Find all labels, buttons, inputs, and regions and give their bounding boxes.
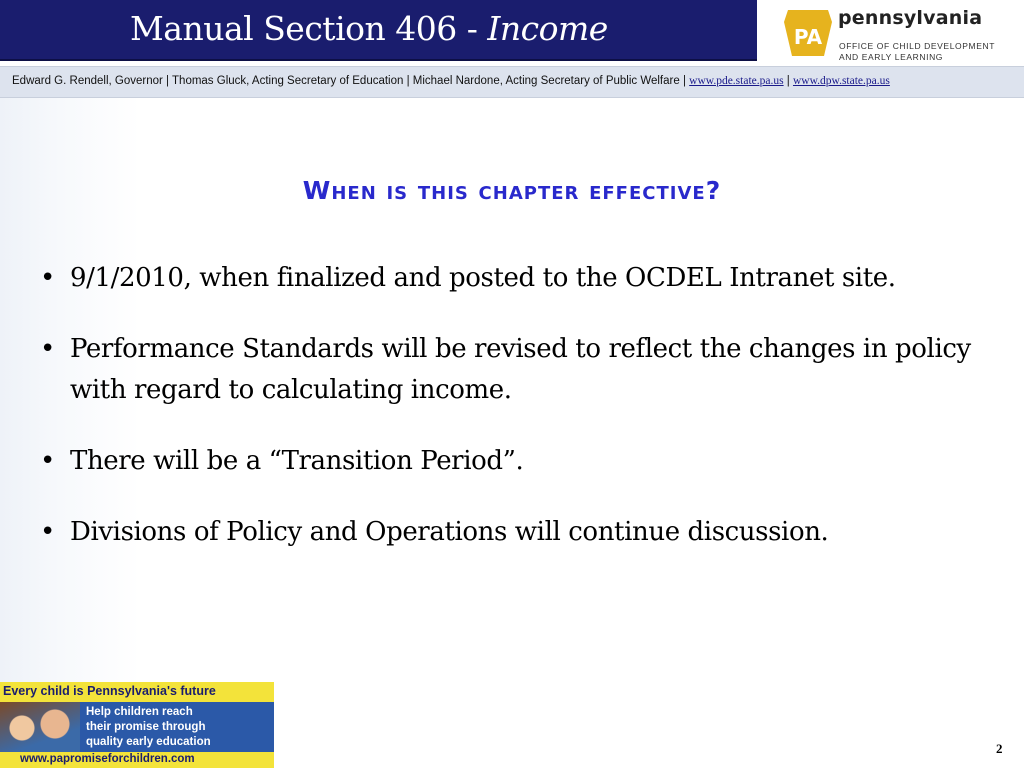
logo-subtitle-1: OFFICE OF CHILD DEVELOPMENT (839, 41, 995, 51)
bullet-text: Divisions of Policy and Operations will continue discussion. (70, 517, 829, 547)
credit-separator: | (783, 75, 793, 87)
bullet-list (40, 258, 1000, 583)
slide-heading: When is this chapter effective? (302, 176, 722, 205)
logo-badge-text: PA (793, 25, 823, 49)
title-main: Manual Section 406 - (130, 9, 488, 48)
pde-link[interactable]: www.pde.state.pa.us (689, 75, 784, 87)
banner-line: their promise through (86, 721, 206, 733)
logo-name: pennsylvania (838, 7, 983, 29)
bullet-item (40, 329, 1000, 411)
credit-bar (0, 66, 1024, 98)
bullet-text: There will be a “Transition Period”. (70, 446, 524, 476)
bullet-item (40, 512, 1000, 553)
logo-subtitle-2: AND EARLY LEARNING (839, 52, 944, 62)
banner-line: Help children reach (86, 706, 193, 718)
title-italic: Income (487, 9, 608, 48)
banner-url: www.papromiseforchildren.com (20, 753, 195, 765)
bullet-marker: • (40, 446, 55, 476)
banner-line: quality early education (86, 736, 211, 748)
bullet-item (40, 258, 1000, 299)
page-number: 2 (996, 741, 1003, 756)
dpw-link[interactable]: www.dpw.state.pa.us (792, 75, 890, 87)
bullet-text: 9/1/2010, when finalized and posted to the OCDEL Intranet site. (70, 263, 896, 293)
bullet-item (40, 441, 1000, 482)
credit-line (12, 75, 890, 87)
credit-names: Edward G. Rendell, Governor | Thomas Gluck, Acting Secretary of Education | Michael Nardone, Acting Secretary of Public Welfare (12, 75, 680, 87)
bullet-marker: • (40, 263, 55, 293)
bullet-marker: • (40, 334, 55, 364)
credit-separator: | (679, 75, 690, 87)
pa-ocdel-logo (784, 4, 1009, 62)
keystone-icon (784, 8, 832, 58)
banner-tagline: Every child is Pennsylvania's future (3, 684, 216, 698)
bullet-marker: • (40, 517, 55, 547)
banner-panel (0, 702, 274, 752)
children-photo (0, 702, 80, 752)
title-bar (0, 0, 757, 61)
promise-banner[interactable] (0, 682, 274, 768)
page-title (130, 9, 608, 48)
bullet-text: Performance Standards will be revised to reflect the changes in policy with regard to calculating income. (70, 334, 971, 405)
